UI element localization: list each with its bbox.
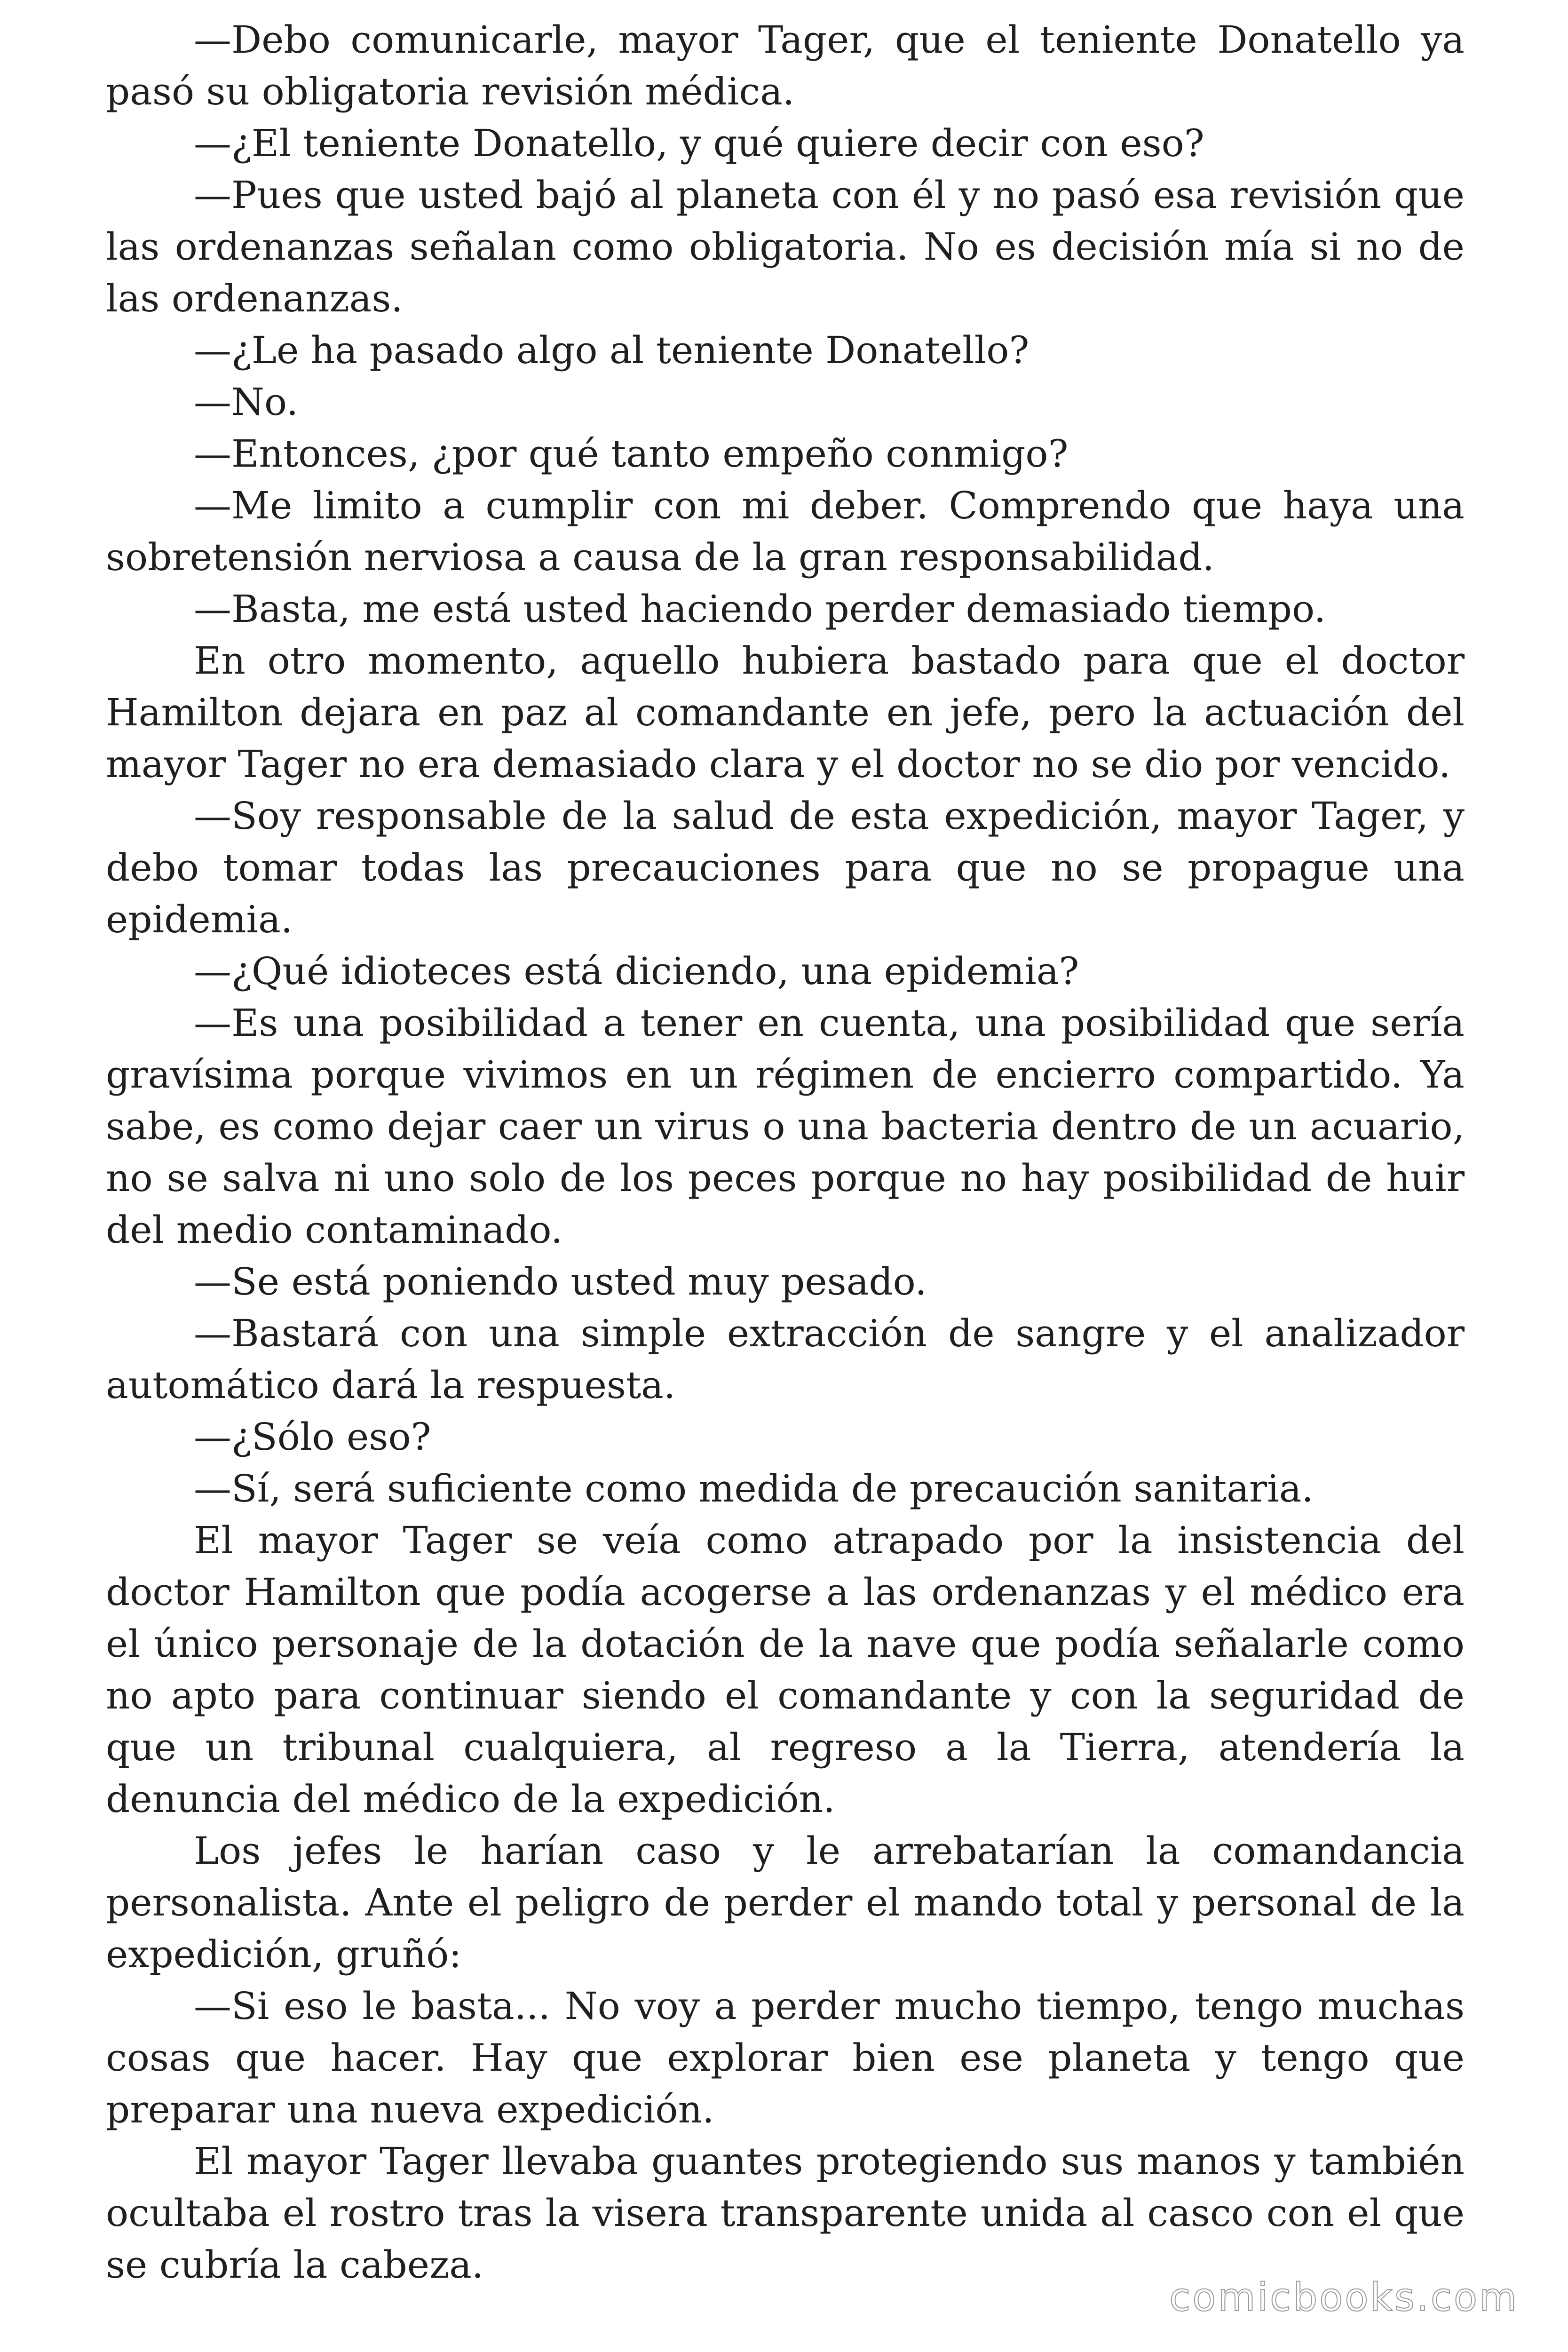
paragraph: —Basta, me está usted haciendo perder demasiado tiempo. xyxy=(194,587,1326,631)
paragraph: —Entonces, ¿por qué tanto empeño conmigo? xyxy=(194,432,1069,476)
page-body xyxy=(106,14,1465,2291)
watermark: comicbooks.com xyxy=(1169,2275,1519,2320)
paragraph: —Si eso le basta... No voy a perder mucho tiempo, tengo muchas cosas que hacer. Hay que explorar bien ese planeta y tengo que preparar una nueva expedición. xyxy=(106,1984,1465,2131)
paragraph: En otro momento, aquello hubiera bastado para que el doctor Hamilton dejara en paz al comandante en jefe, pero la actuación del mayor Tager no era demasiado clara y el doctor no se dio por vencido. xyxy=(106,639,1465,786)
paragraph: —Bastará con una simple extracción de sangre y el analizador automático dará la respuesta. xyxy=(106,1311,1465,1407)
paragraph: —Se está poniendo usted muy pesado. xyxy=(194,1260,927,1303)
paragraph: —Es una posibilidad a tener en cuenta, una posibilidad que sería gravísima porque vivimos en un régimen de encierro compartido. Ya sabe, es como dejar caer un virus o una bacteria dentro de un acuario, no se salva ni uno solo de los peces porque no hay posibilidad de huir del medio contaminado. xyxy=(106,1001,1465,1252)
paragraph: —Soy responsable de la salud de esta expedición, mayor Tager, y debo tomar todas las precauciones para que no se propague una epidemia. xyxy=(106,794,1465,941)
paragraph: —Me limito a cumplir con mi deber. Comprendo que haya una sobretensión nerviosa a causa de la gran responsabilidad. xyxy=(106,484,1465,579)
paragraph: —¿Qué idioteces está diciendo, una epidemia? xyxy=(194,949,1079,993)
paragraph: —Debo comunicarle, mayor Tager, que el teniente Donatello ya pasó su obligatoria revisión médica. xyxy=(106,18,1465,113)
paragraph: —No. xyxy=(194,380,299,424)
paragraph: El mayor Tager se veía como atrapado por la insistencia del doctor Hamilton que podía acogerse a las ordenanzas y el médico era el único personaje de la dotación de la nave que podía señalarle como no apto para continuar siendo el comandante y con la seguridad de que un tribunal cualquiera, al regreso a la Tierra, atendería la denuncia del médico de la expedición. xyxy=(106,1518,1465,1821)
paragraph: —Pues que usted bajó al planeta con él y no pasó esa revisión que las ordenanzas señalan como obligatoria. No es decisión mía si no de las ordenanzas. xyxy=(106,173,1465,320)
paragraph: Los jefes le harían caso y le arrebatarían la comandancia personalista. Ante el peligro de perder el mando total y personal de la expedición, gruñó: xyxy=(106,1829,1465,1976)
paragraph: —¿Le ha pasado algo al teniente Donatello? xyxy=(194,328,1029,372)
paragraph: El mayor Tager llevaba guantes protegiendo sus manos y también ocultaba el rostro tras la visera transparente unida al casco con el que se cubría la cabeza. xyxy=(106,2139,1465,2287)
paragraph: —Sí, será suficiente como medida de precaución sanitaria. xyxy=(194,1467,1314,1510)
paragraph: —¿El teniente Donatello, y qué quiere decir con eso? xyxy=(194,121,1204,165)
paragraph: —¿Sólo eso? xyxy=(194,1415,431,1459)
